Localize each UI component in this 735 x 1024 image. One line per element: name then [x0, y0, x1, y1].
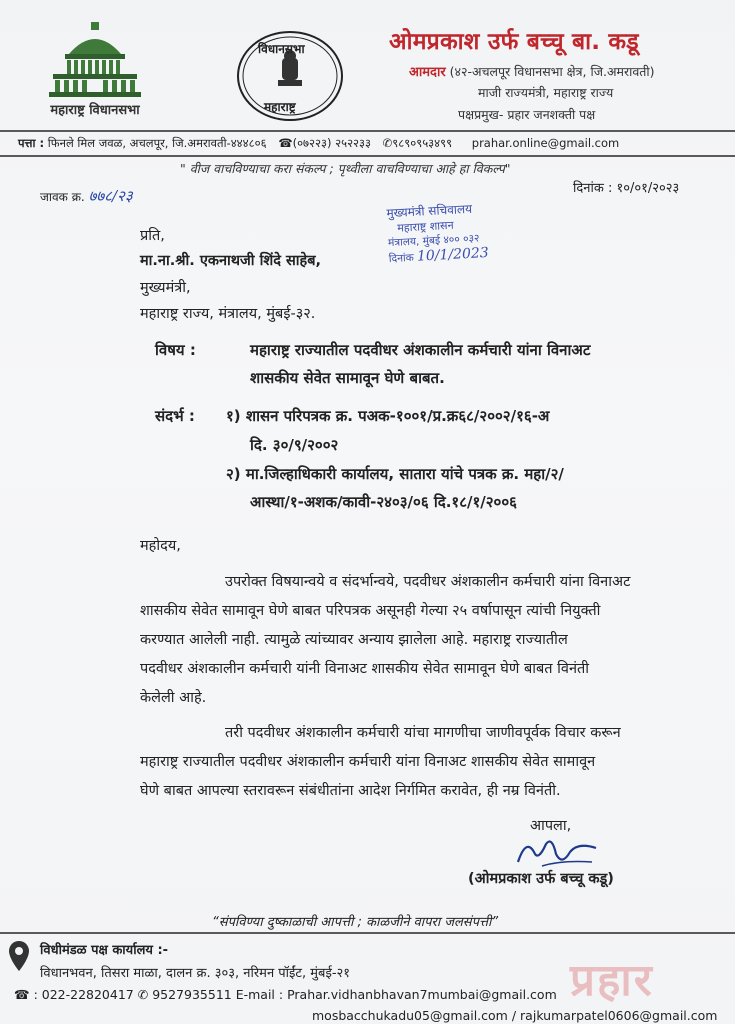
emblem-bottom-text: महाराष्ट्र	[264, 100, 296, 114]
office-mobile: ९८९०९५३४९९	[392, 136, 453, 150]
reference-label: संदर्भ :	[155, 407, 195, 425]
vidhan-bhavan-building-icon	[47, 20, 143, 98]
signatory-name: (ओमप्रकाश उर्फ बच्चू कडू)	[468, 871, 614, 887]
footer-email-2: mosbacchukadu05@gmail.com	[312, 1008, 508, 1023]
subject-label: विषय :	[155, 341, 196, 359]
para2-line: महाराष्ट्र राज्यातील पदवीधर अंशकालीन कर्मचारी यांना विनाअट शासकीय सेवेत सामावून	[140, 754, 596, 770]
para1-line: करण्यात आलेली नाही. त्यामुळे त्यांच्यावर अन्याय झालेला आहे. महाराष्ट्र राज्यातील	[140, 632, 568, 648]
mla-name: ओमप्रकाश उर्फ बच्चू बा. कडू	[389, 29, 639, 55]
header-email: prahar.online@gmail.com	[471, 136, 620, 150]
whatsapp-icon: ✆	[382, 136, 393, 150]
office-phone: (०७२२३) २५२२३३	[292, 136, 371, 150]
footer-slogan: “संपविण्या दुष्काळाची आपत्ती ; काळजीने वापरा जलसंपत्ती”	[212, 915, 499, 930]
footer-phone: : 022-22820417	[33, 987, 134, 1002]
signature-icon	[512, 832, 602, 872]
prahar-watermark: प्रहार	[570, 955, 654, 1006]
footer-phone-icon: ☎	[14, 987, 30, 1002]
para1-line: उपरोक्त विषयान्वये व संदर्भान्वये, पदवीधर अंशकालीन कर्मचारी यांना विनाअट	[225, 574, 631, 590]
reference-2-line2: आस्था/१-अशक/कावी-२४०३/०६ दि.१८/१/२००६	[250, 493, 517, 511]
footer-email-separator: /	[511, 1008, 517, 1023]
phone-icon: ☎	[278, 136, 293, 150]
reference-1-line1: १) शासन परिपत्रक क्र. पअक-१००१/प्र.क्र६८/२००२/१६-अ	[226, 407, 550, 425]
addressee-post: मुख्यमंत्री,	[140, 280, 191, 296]
salutation: महोदय,	[140, 538, 181, 554]
location-pin-icon	[8, 940, 30, 972]
to-label: प्रति,	[140, 228, 165, 244]
para1-line: केलेली आहे.	[140, 690, 207, 706]
address-label: पत्ता :	[18, 136, 45, 150]
address-line	[18, 136, 619, 151]
stamp-line3: मंत्रालय, मुंबई ४०० ०३२	[387, 232, 480, 250]
header-rule-top	[0, 130, 735, 132]
para2-line: तरी पदवीधर अंशकालीन कर्मचारी यांचा मागणीचा जाणीवपूर्वक विचार करून	[225, 725, 621, 741]
para2-line: घेणे बाबत आपल्या स्तरावरून संबंधीतांना आदेश निर्गमित करावेत, ही नम्र विनंती.	[140, 783, 561, 799]
mla-constituency: (४२-अचलपूर विधानसभा क्षेत्र, जि.अमरावती)	[449, 64, 655, 79]
footer-email-3: rajkumarpatel0606@gmail.com	[520, 1008, 718, 1023]
para1-line: शासकीय सेवेत सामावून घेणे बाबत परिपत्रक असूनही गेल्या २५ वर्षापासून त्यांची नियुक्ती	[140, 603, 601, 619]
footer-mobile: 9527935511	[152, 987, 232, 1002]
vidhansabha-logo	[30, 20, 160, 125]
stamp-line2: महाराष्ट्र शासन	[396, 218, 454, 235]
footer-email-label: E-mail :	[235, 987, 284, 1002]
footer-email-1: Prahar.vidhanbhavan7mumbai@gmail.com	[287, 987, 557, 1002]
mla-title-line	[409, 62, 655, 80]
emblem-top-text: विधानसभा	[258, 42, 305, 56]
para1-line: पदवीधर अंशकालीन कर्मचारी यांनी विनाअट शासकीय सेवेत सामावून घेणे बाबत विनंती	[140, 661, 590, 677]
reference-1-line2: दि. ३०/९/२००२	[250, 436, 339, 454]
mla-party: पक्षप्रमुख- प्रहार जनशक्ती पक्ष	[458, 107, 596, 122]
left-logo-caption: महाराष्ट्र विधानसभा	[50, 103, 140, 118]
ref-label: जावक क्र.	[40, 190, 85, 204]
office-title: विधीमंडळ पक्ष कार्यालय :-	[40, 943, 169, 958]
stamp-date-label: दिनांक	[388, 251, 415, 266]
subject-line1: महाराष्ट्र राज्यातील पदवीधर अंशकालीन कर्मचारी यांना विनाअट	[250, 341, 591, 359]
office-address: विधानभवन, तिसरा माळा, दालन क्र. ३०३, नरिमन पॉईंट, मुंबई-२१	[40, 966, 351, 981]
footer-email-line2	[312, 1008, 717, 1023]
ref-value: ७७८/२३	[88, 187, 133, 205]
outward-ref	[40, 186, 133, 206]
stamp-line1: मुख्यमंत्री सचिवालय	[386, 201, 473, 221]
reference-2-line1: २) मा.जिल्हाधिकारी कार्यालय, सातारा यांचे पत्रक क्र. महा/२/	[226, 465, 564, 483]
closing: आपला,	[530, 818, 572, 834]
stamp-date-value: 10/1/2023	[416, 244, 490, 265]
footer-contact-line	[14, 987, 557, 1002]
footer-whatsapp-icon: ✆	[137, 987, 149, 1002]
mla-title: आमदार	[409, 65, 446, 80]
addressee-name: मा.ना.श्री. एकनाथजी शिंदे साहेब,	[140, 253, 322, 269]
footer-rule	[0, 932, 735, 934]
address-text: फिनले मिल जवळ, अचलपूर, जि.अमरावती-४४४८०६	[47, 136, 267, 150]
header-rule-bottom	[0, 155, 735, 157]
subject-line2: शासकीय सेवेत सामावून घेणे बाबत.	[250, 369, 445, 387]
addressee-address: महाराष्ट्र राज्य, मंत्रालय, मुंबई-३२.	[140, 306, 316, 322]
received-stamp	[386, 196, 550, 284]
mla-former-post: माजी राज्यमंत्री, महाराष्ट्र राज्य	[478, 85, 614, 100]
letter-date: दिनांक : १०/०१/२०२३	[573, 181, 680, 196]
header-slogan: " वीज वाचविण्याचा करा संकल्प ; पृथ्वीला वाचविण्याचा आहे हा विकल्प"	[180, 161, 511, 176]
